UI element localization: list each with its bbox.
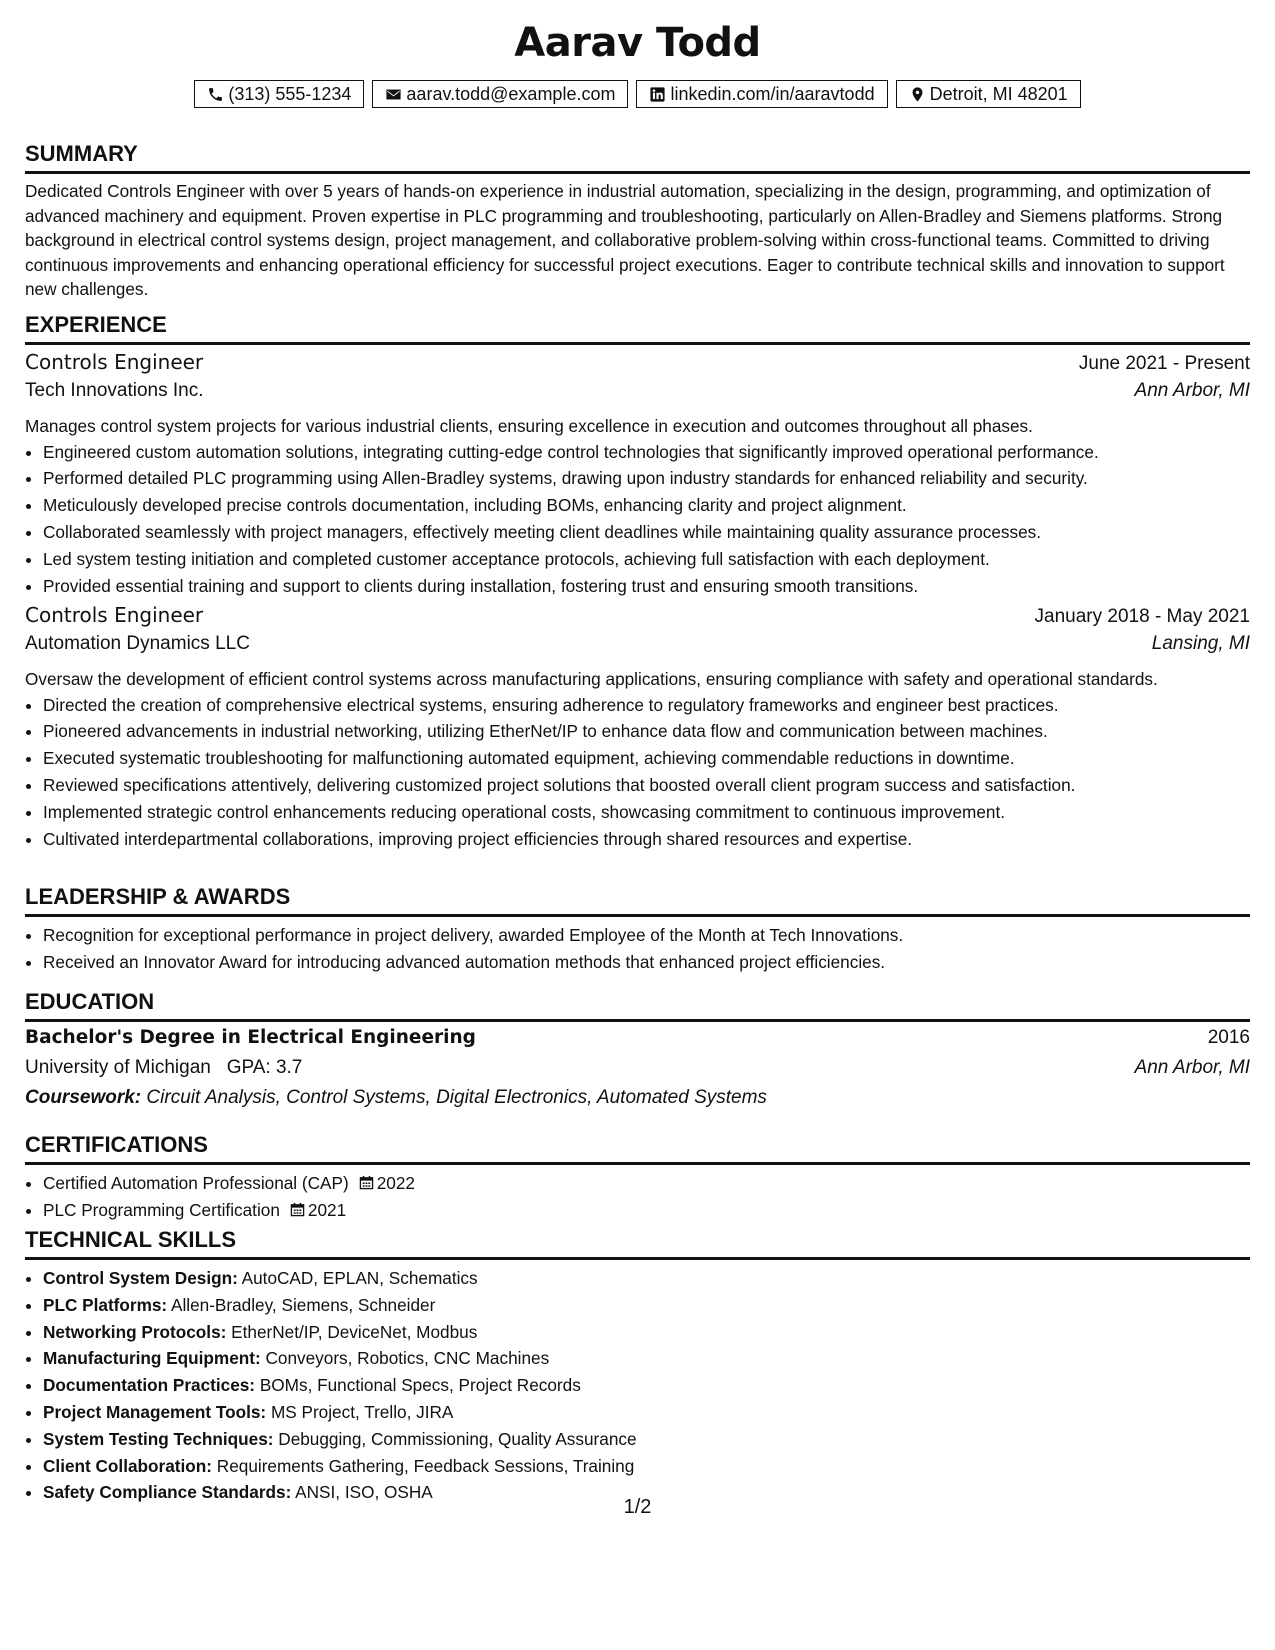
- list-item: • Meticulously developed precise controls documentation, including BOMs, enhancing clarity and project alignment.: [43, 492, 1250, 519]
- skill-label: Safety Compliance Standards:: [43, 1482, 292, 1503]
- list-item: • Recognition for exceptional performance in project delivery, awarded Employee of the Month at Tech Innovations.: [43, 922, 1250, 949]
- job-dates: June 2021 - Present: [1078, 353, 1250, 374]
- leadership-section: [25, 884, 1250, 976]
- job-dates: January 2018 - May 2021: [1034, 606, 1250, 627]
- job-location: Lansing, MI: [1151, 633, 1250, 654]
- skill-label: System Testing Techniques:: [43, 1428, 274, 1449]
- linkedin-icon: [649, 86, 666, 103]
- list-item: [43, 1170, 1250, 1197]
- skill-value: AutoCAD, EPLAN, Schematics: [241, 1268, 478, 1288]
- certification-name: PLC Programming Certification: [43, 1199, 280, 1220]
- list-item: • Collaborated seamlessly with project managers, effectively meeting client deadlines while maintaining quality assurance processes.: [43, 519, 1250, 546]
- skill-value: BOMs, Functional Specs, Project Records: [259, 1375, 581, 1396]
- list-item: [43, 1453, 1250, 1480]
- phone-contact[interactable]: [194, 80, 364, 108]
- job-bullets: [25, 439, 1250, 600]
- list-item: [43, 1345, 1250, 1372]
- job-bullets: [25, 692, 1250, 853]
- job-title: Controls Engineer: [25, 350, 204, 374]
- skill-value: Conveyors, Robotics, CNC Machines: [265, 1348, 550, 1369]
- envelope-icon: [385, 86, 402, 103]
- skill-label: Control System Design:: [43, 1268, 238, 1288]
- skill-value: MS Project, Trello, JIRA: [270, 1401, 454, 1422]
- skill-value: Debugging, Commissioning, Quality Assurance: [278, 1428, 637, 1449]
- job-title: Controls Engineer: [25, 603, 204, 627]
- certification-year: 2022: [376, 1173, 415, 1193]
- skill-value: Requirements Gathering, Feedback Sessions, Training: [216, 1455, 635, 1476]
- company-name: Tech Innovations Inc.: [25, 380, 204, 401]
- list-item: • Provided essential training and support to clients during installation, fostering trust and ensuring smooth transitions.: [43, 573, 1250, 600]
- section-heading: EDUCATION: [25, 989, 1250, 1022]
- list-item: • Received an Innovator Award for introducing advanced automation methods that enhanced project efficiencies.: [43, 949, 1250, 976]
- list-item: • Reviewed specifications attentively, delivering customized project solutions that boosted overall client program success and satisfaction.: [43, 772, 1250, 799]
- graduation-year: 2016: [1207, 1027, 1250, 1048]
- list-item: [43, 1265, 1250, 1292]
- section-heading: LEADERSHIP & AWARDS: [25, 884, 1250, 917]
- job-entry: [25, 603, 1250, 852]
- list-item: [43, 1197, 1250, 1224]
- summary-section: [25, 141, 1250, 302]
- page-number: 1/2: [623, 1496, 652, 1518]
- experience-section: [25, 312, 1250, 345]
- phone-icon: [207, 86, 224, 103]
- list-item: [43, 1319, 1250, 1346]
- skill-label: Project Management Tools:: [43, 1401, 267, 1422]
- linkedin-text: linkedin.com/in/aaravtodd: [670, 83, 875, 104]
- email-text: aarav.todd@example.com: [406, 83, 616, 104]
- calendar-icon: [290, 1202, 305, 1217]
- job-entry: [25, 350, 1250, 599]
- list-item: • Implemented strategic control enhancements reducing operational costs, showcasing commitment to continuous improvement.: [43, 799, 1250, 826]
- skills-list: [25, 1265, 1250, 1506]
- linkedin-contact[interactable]: [636, 80, 887, 108]
- skill-label: Client Collaboration:: [43, 1455, 213, 1476]
- section-heading: SUMMARY: [25, 141, 1250, 174]
- education-section: [25, 989, 1250, 1117]
- skill-value: Allen-Bradley, Siemens, Schneider: [170, 1294, 436, 1315]
- skill-label: Networking Protocols:: [43, 1321, 227, 1342]
- company-name: Automation Dynamics LLC: [25, 633, 250, 654]
- job-description: Manages control system projects for various industrial clients, ensuring excellence in execution and outcomes throughout all phases.: [25, 416, 1033, 436]
- list-item: • Pioneered advancements in industrial networking, utilizing EtherNet/IP to enhance data flow and communication between machines.: [43, 718, 1250, 745]
- list-item: [43, 1426, 1250, 1453]
- skill-value: EtherNet/IP, DeviceNet, Modbus: [231, 1321, 478, 1342]
- list-item: [43, 1399, 1250, 1426]
- list-item: [43, 1372, 1250, 1399]
- section-heading: TECHNICAL SKILLS: [25, 1227, 1250, 1260]
- section-heading: CERTIFICATIONS: [25, 1132, 1250, 1165]
- list-item: • Executed systematic troubleshooting for malfunctioning automated equipment, achieving commendable reductions in downtime.: [43, 745, 1250, 772]
- degree-title: Bachelor's Degree in Electrical Engineering: [25, 1027, 476, 1048]
- school-location: Ann Arbor, MI: [1134, 1057, 1250, 1078]
- skill-label: PLC Platforms:: [43, 1294, 168, 1315]
- job-description: Oversaw the development of efficient control systems across manufacturing applications, ensuring compliance with safety and operational standards.: [25, 669, 1158, 689]
- award-bullets: [25, 922, 1250, 976]
- school-name: University of Michigan: [25, 1057, 211, 1078]
- list-item: [43, 1292, 1250, 1319]
- certification-name: Certified Automation Professional (CAP): [43, 1173, 349, 1193]
- phone-text: (313) 555-1234: [228, 83, 352, 104]
- email-contact[interactable]: [372, 80, 628, 108]
- skill-value: ANSI, ISO, OSHA: [295, 1482, 433, 1503]
- job-location: Ann Arbor, MI: [1134, 380, 1250, 401]
- location-text: Detroit, MI 48201: [929, 83, 1068, 104]
- certifications-section: [25, 1132, 1250, 1224]
- coursework-list: Circuit Analysis, Control Systems, Digital Electronics, Automated Systems: [146, 1087, 767, 1108]
- list-item: • Performed detailed PLC programming using Allen-Bradley systems, drawing upon industry standards for enhanced reliability and security.: [43, 465, 1250, 492]
- list-item: • Led system testing initiation and completed customer acceptance protocols, achieving full satisfaction with each deployment.: [43, 546, 1250, 573]
- section-heading: EXPERIENCE: [25, 312, 1250, 345]
- list-item: • Directed the creation of comprehensive electrical systems, ensuring adherence to regulatory frameworks and engineer best practices.: [43, 692, 1250, 719]
- candidate-name: Aarav Todd: [514, 20, 761, 66]
- skills-section: [25, 1227, 1250, 1506]
- coursework: [25, 1087, 1250, 1117]
- gpa: GPA: 3.7: [226, 1057, 303, 1078]
- skill-label: Documentation Practices:: [43, 1375, 256, 1396]
- summary-text: Dedicated Controls Engineer with over 5 years of hands-on experience in industrial automation, specializing in the design, programming, and optimization of advanced machinery and equipment. Proven expertise in PLC programming and troubleshooting, particularly on Allen-Bradley and Siemens platforms. Strong background in electrical control systems design, project management, and collaborative problem-solving within cross-functional teams. Committed to driving continuous improvements and enhancing operational efficiency for successful project executions. Eager to contribute technical skills and innovation to support new challenges.: [25, 181, 1225, 300]
- skill-label: Manufacturing Equipment:: [43, 1348, 261, 1369]
- school-info: [25, 1057, 302, 1079]
- map-pin-icon: [909, 86, 926, 103]
- location-contact: [896, 80, 1081, 108]
- coursework-label: Coursework:: [25, 1087, 142, 1108]
- list-item: • Cultivated interdepartmental collaborations, improving project efficiencies through shared resources and expertise.: [43, 826, 1250, 853]
- certification-list: [25, 1170, 1250, 1224]
- list-item: • Engineered custom automation solutions, integrating cutting-edge control technologies that significantly improved operational performance.: [43, 439, 1250, 466]
- certification-year: 2021: [307, 1199, 347, 1220]
- contact-bar: [25, 80, 1250, 108]
- calendar-icon: [359, 1175, 374, 1190]
